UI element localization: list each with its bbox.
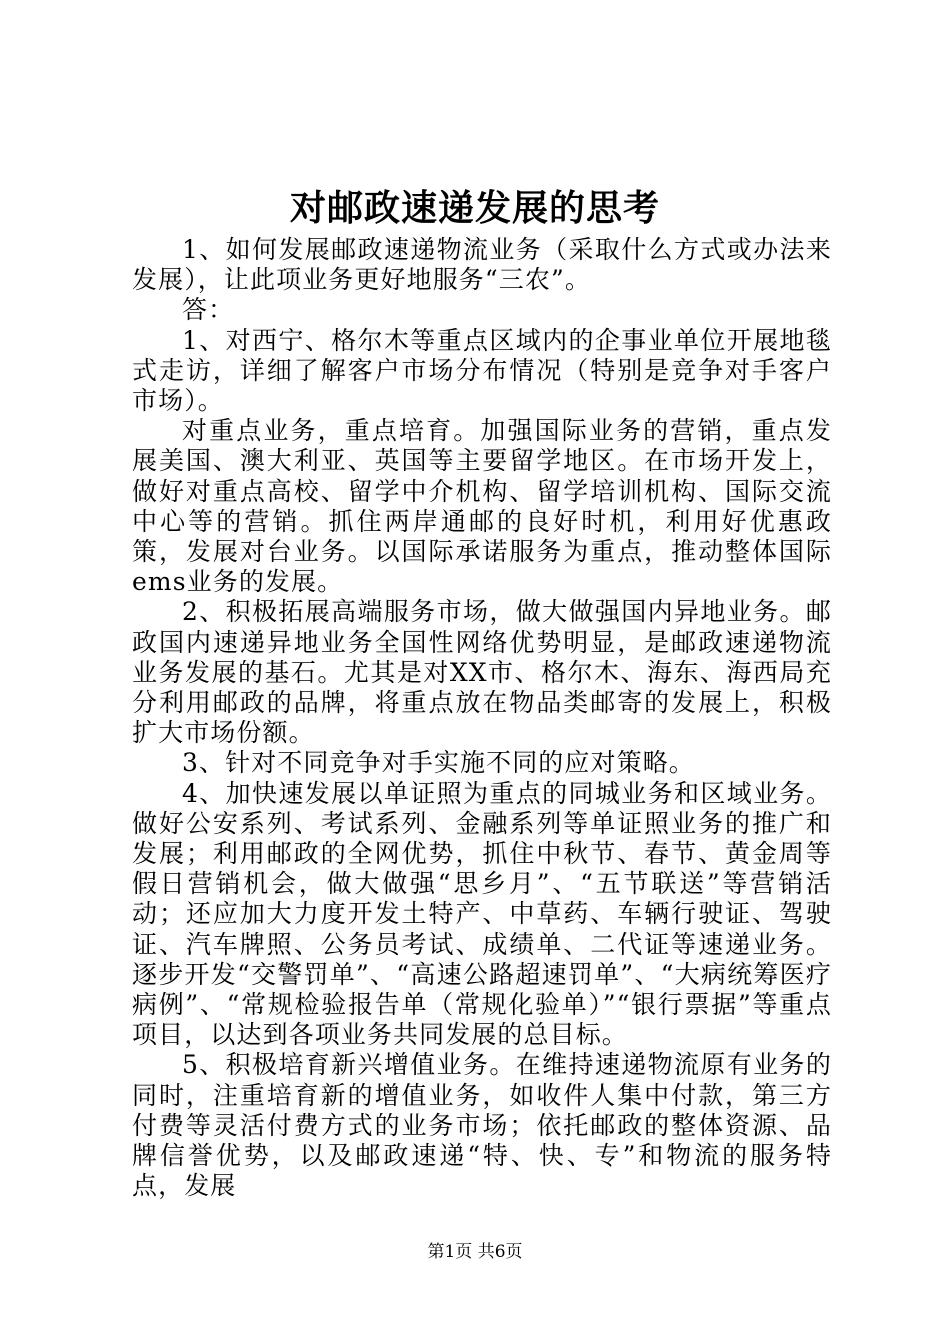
paragraph: 1、对西宁、格尔木等重点区域内的企事业单位开展地毯式走访，详细了解客户市场分布情况（特别是竞争对手客户市场）。 xyxy=(132,325,832,416)
paragraph: 对重点业务，重点培育。加强国际业务的营销，重点发展美国、澳大利亚、英国等主要留学地区。在市场开发上，做好对重点高校、留学中介机构、留学培训机构、国际交流中心等的营销。抓住两岸通邮的良好时机，利用好优惠政策，发展对台业务。以国际承诺服务为重点，推动整体国际ems业务的发展。 xyxy=(132,416,832,597)
paragraph: 答： xyxy=(182,295,235,325)
paragraph: 3、针对不同竞争对手实施不同的应对策略。 xyxy=(182,748,695,778)
paragraph: 1、如何发展邮政速递物流业务（采取什么方式或办法来发展），让此项业务更好地服务“三农”。 xyxy=(132,235,832,295)
document-body xyxy=(132,235,832,1202)
paragraph: 2、积极拓展高端服务市场，做大做强国内异地业务。邮政国内速递异地业务全国性网络优势明显，是邮政速递物流业务发展的基石。尤其是对XX市、格尔木、海东、海西局充分利用邮政的品牌，将重点放在物品类邮寄的发展上，积极扩大市场份额。 xyxy=(132,597,832,748)
page-footer: 第1页 共6页 xyxy=(427,1242,523,1262)
document-title: 对邮政速递发展的思考 xyxy=(289,187,660,229)
paragraph: 5、积极培育新兴增值业务。在维持速递物流原有业务的同时，注重培育新的增值业务，如收件人集中付款，第三方付费等灵活付费方式的业务市场；依托邮政的整体资源、品牌信誉优势，以及邮政速递“特、快、专”和物流的服务特点，发展 xyxy=(132,1050,832,1201)
paragraph: 4、加快速发展以单证照为重点的同城业务和区域业务。做好公安系列、考试系列、金融系列等单证照业务的推广和发展；利用邮政的全网优势，抓住中秋节、春节、黄金周等假日营销机会，做大做强“思乡月”、“五节联送”等营销活动；还应加大力度开发土特产、中草药、车辆行驶证、驾驶证、汽车牌照、公务员考试、成绩单、二代证等速递业务。逐步开发“交警罚单”、“高速公路超速罚单”、“大病统筹医疗病例”、“常规检验报告单（常规化验单）”“银行票据”等重点项目，以达到各项业务共同发展的总目标。 xyxy=(132,778,832,1050)
